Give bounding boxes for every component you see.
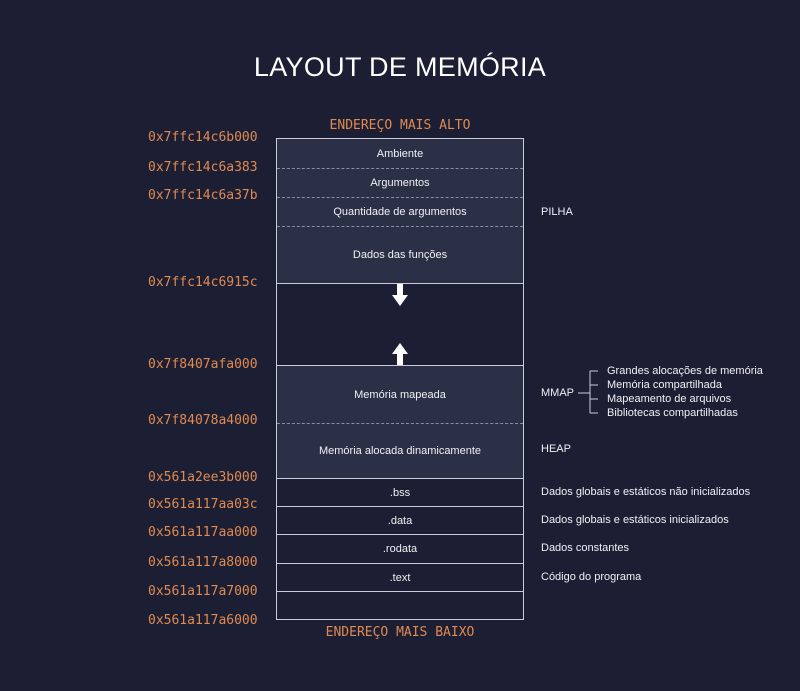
mmap-bracket-icon — [578, 368, 600, 416]
address-label: 0x7ffc14c6a37b — [148, 188, 258, 203]
segment-argumentos: Argumentos — [370, 177, 430, 189]
label-bss-desc: Dados globais e estáticos não inicializados — [541, 486, 751, 498]
mmap-item: Grandes alocações de memória — [607, 365, 763, 377]
address-label: 0x7f8407afa000 — [148, 357, 258, 372]
address-label: 0x7f84078a4000 — [148, 413, 258, 428]
address-label: 0x7ffc14c6a383 — [148, 160, 258, 175]
bottom-address-label: ENDEREÇO MAIS BAIXO — [325, 625, 475, 640]
address-label: 0x7ffc14c6915c — [148, 275, 258, 290]
label-rodata-desc: Dados constantes — [541, 542, 630, 554]
segment-text: .text — [389, 571, 411, 584]
segment-memoria-mapeada: Memória mapeada — [354, 388, 446, 401]
segment-rodata: .rodata — [382, 543, 418, 555]
address-label: 0x561a117aa000 — [148, 525, 258, 540]
mmap-item: Bibliotecas compartilhadas — [607, 407, 738, 419]
diagram-title: LAYOUT DE MEMÓRIA — [253, 52, 547, 82]
divider-solid — [277, 591, 523, 592]
segment-bss: .bss — [389, 486, 411, 499]
arrow-up-icon — [392, 343, 408, 365]
label-mmap: MMAP — [541, 387, 574, 399]
label-text-desc: Código do programa — [541, 571, 642, 583]
segment-ambiente: Ambiente — [376, 147, 424, 160]
mmap-item: Memória compartilhada — [607, 379, 722, 391]
segment-dados-funcoes: Dados das funções — [352, 249, 448, 261]
label-data-desc: Dados globais e estáticos inicializados — [541, 514, 729, 526]
mmap-item: Mapeamento de arquivos — [607, 393, 732, 405]
address-label: 0x561a2ee3b000 — [148, 470, 258, 485]
label-heap: HEAP — [541, 443, 571, 455]
top-address-label: ENDEREÇO MAIS ALTO — [329, 118, 471, 133]
memory-layout-box — [276, 138, 524, 620]
label-pilha: PILHA — [541, 206, 573, 218]
address-label: 0x561a117a7000 — [148, 584, 258, 599]
segment-memoria-alocada: Memória alocada dinamicamente — [318, 445, 482, 457]
address-label: 0x7ffc14c6b000 — [148, 130, 258, 145]
arrow-down-icon — [392, 284, 408, 306]
address-label: 0x561a117aa03c — [148, 497, 258, 512]
segment-data: .data — [387, 514, 413, 527]
address-label: 0x561a117a6000 — [148, 613, 258, 628]
segment-quantidade-argumentos: Quantidade de argumentos — [333, 206, 467, 218]
address-label: 0x561a117a8000 — [148, 555, 258, 570]
